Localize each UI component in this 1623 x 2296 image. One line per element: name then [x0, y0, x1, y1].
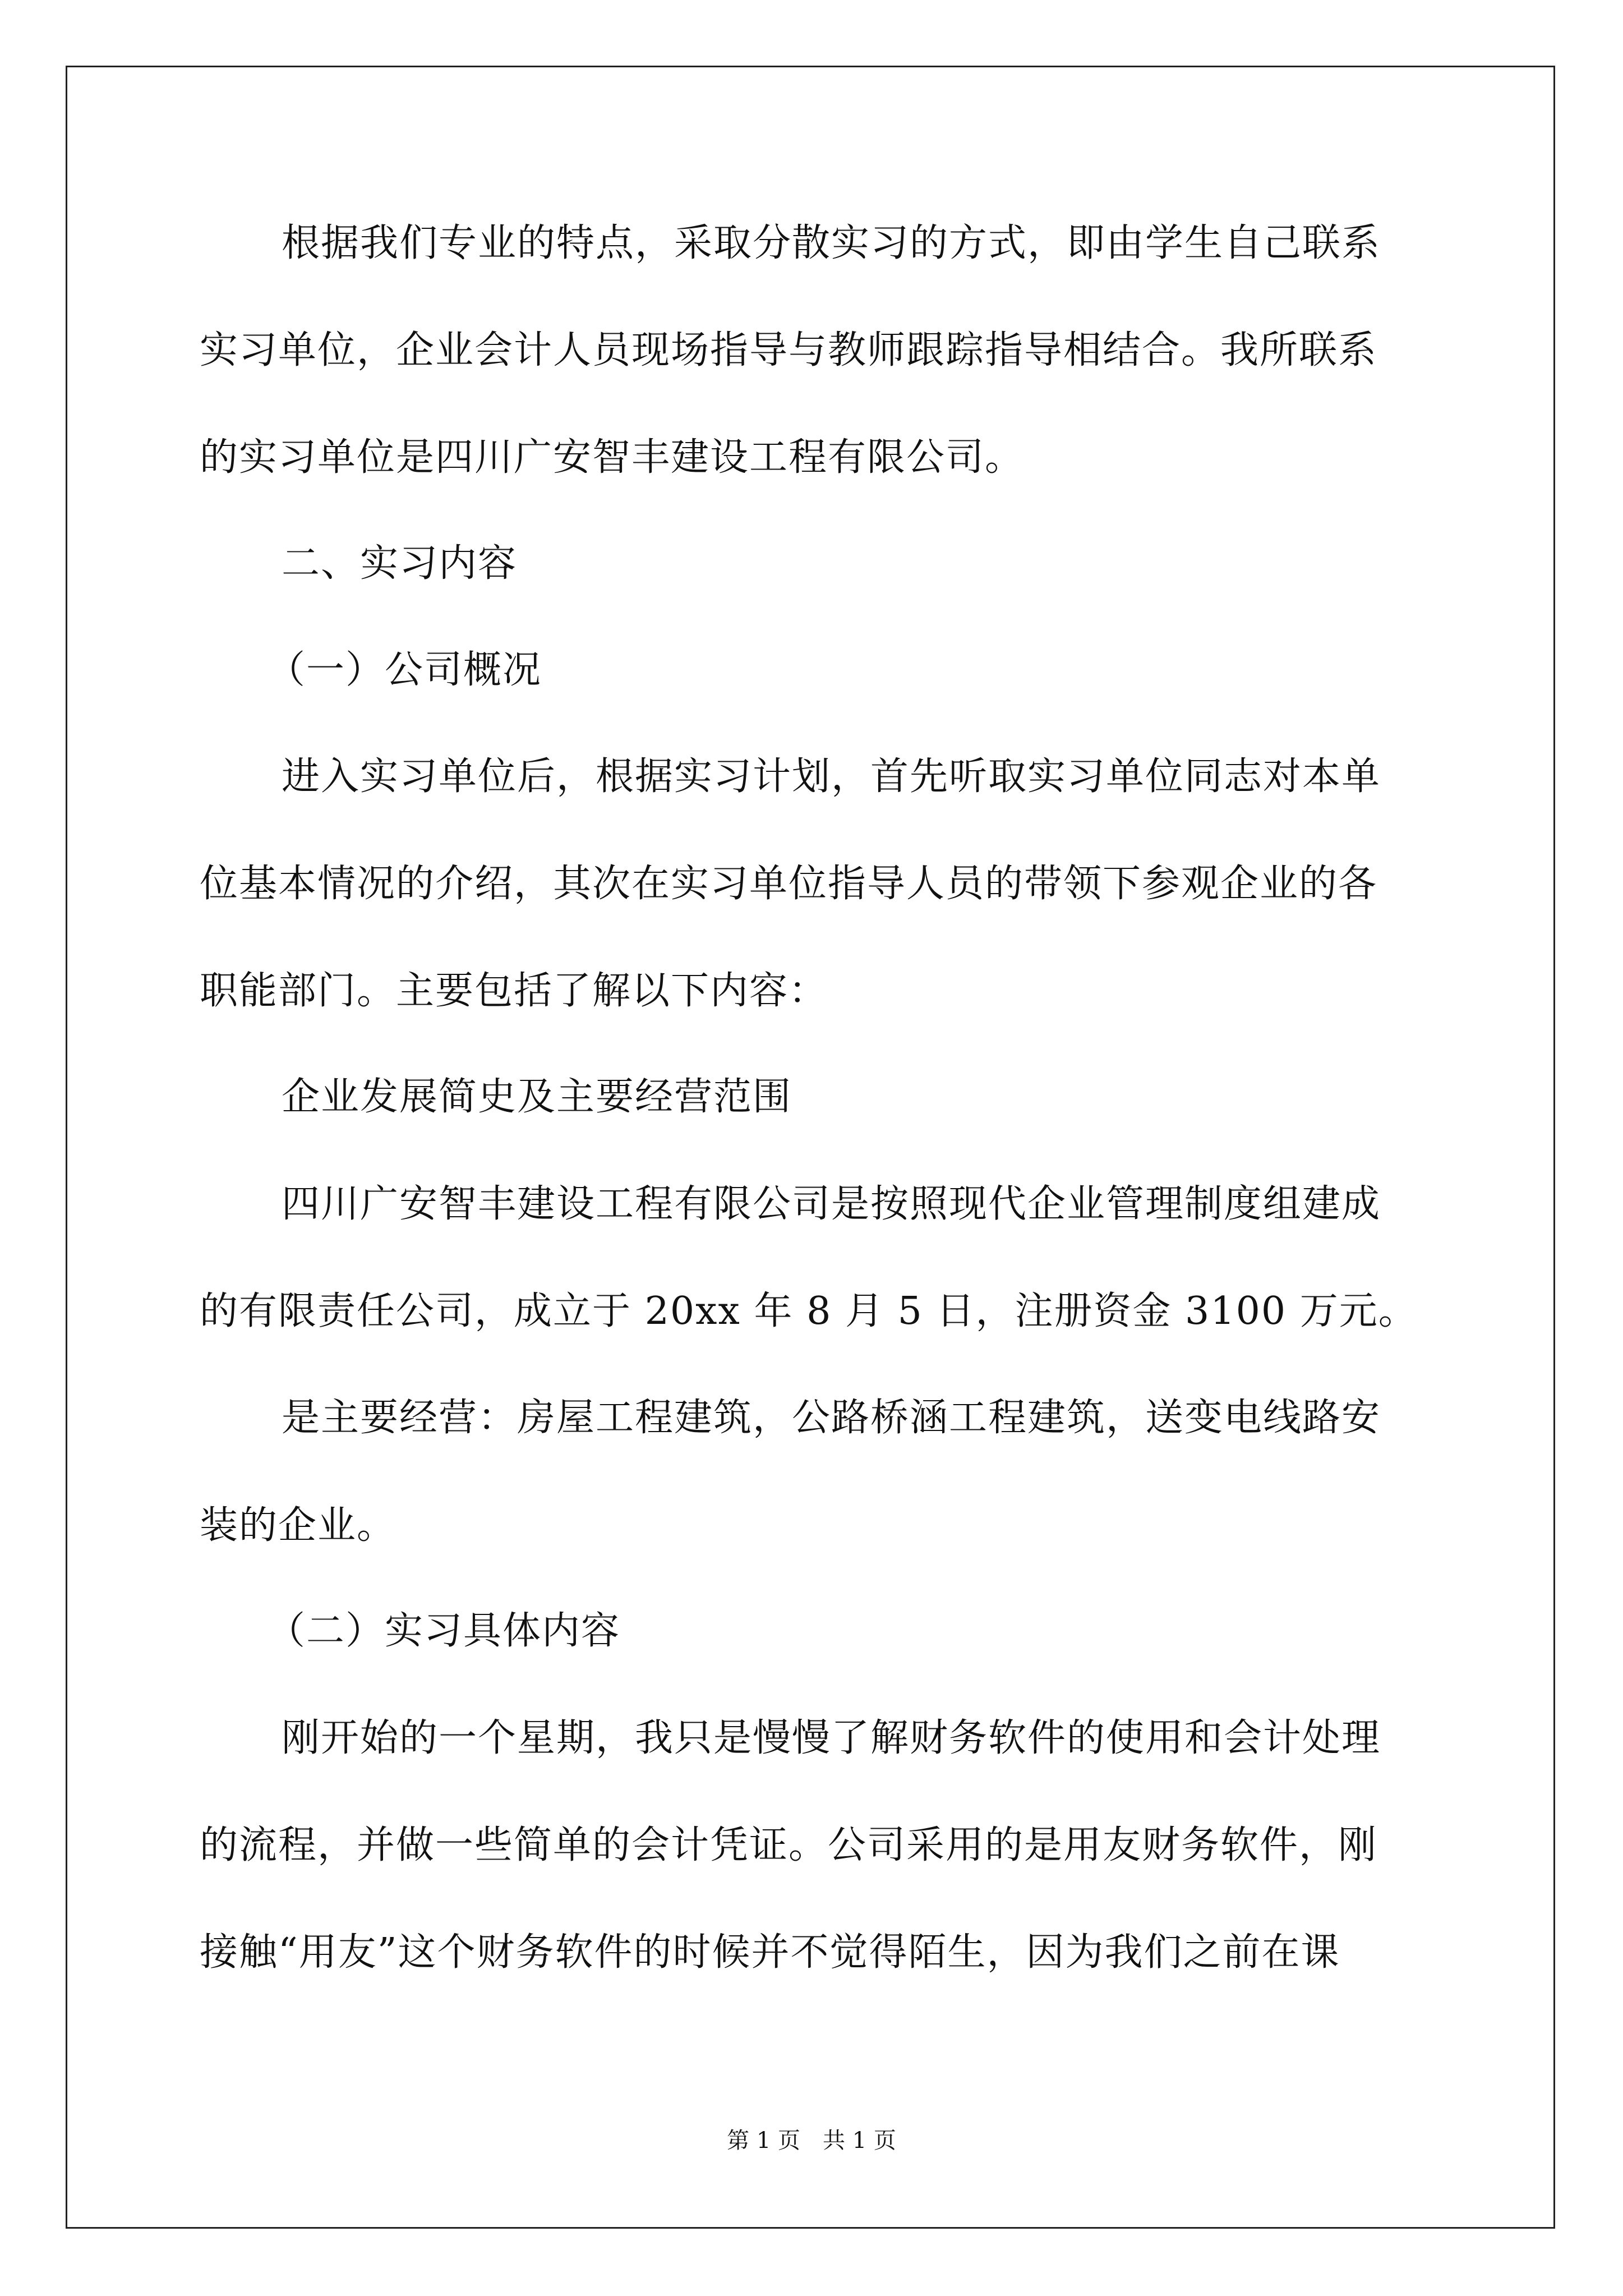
subsection-heading: （一）公司概况: [267, 648, 542, 692]
paragraph-line: 进入实习单位后，根据实习计划，首先听取实习单位同志对本单: [282, 754, 1381, 799]
paragraph-line: 是主要经营：房屋工程建筑，公路桥涵工程建筑，送变电线路安: [282, 1396, 1381, 1440]
page-border: [66, 66, 1555, 2229]
paragraph-line: 装的企业。: [200, 1503, 396, 1548]
paragraph-line: 的流程，并做一些简单的会计凭证。公司采用的是用友财务软件，刚: [200, 1823, 1378, 1867]
page-number-footer: 第 1 页 共 1 页: [727, 2128, 896, 2154]
section-heading: 二、实习内容: [282, 541, 518, 586]
paragraph-line: 四川广安智丰建设工程有限公司是按照现代企业管理制度组建成: [282, 1182, 1381, 1226]
paragraph-line: 的有限责任公司，成立于 20xx 年 8 月 5 日，注册资金 3100 万元。: [200, 1289, 1418, 1333]
paragraph-line: 位基本情况的介绍，其次在实习单位指导人员的带领下参观企业的各: [200, 862, 1378, 906]
subsection-heading: （二）实习具体内容: [267, 1609, 621, 1653]
paragraph-line: 实习单位，企业会计人员现场指导与教师跟踪指导相结合。我所联系: [200, 328, 1378, 372]
paragraph-line: 刚开始的一个星期，我只是慢慢了解财务软件的使用和会计处理: [282, 1716, 1381, 1760]
paragraph-line: 接触“用友”这个财务软件的时候并不觉得陌生，因为我们之前在课: [200, 1930, 1340, 1975]
paragraph-line: 根据我们专业的特点，采取分散实习的方式，即由学生自己联系: [282, 221, 1381, 265]
paragraph-line: 的实习单位是四川广安智丰建设工程有限公司。: [200, 435, 1025, 480]
paragraph-line: 职能部门。主要包括了解以下内容：: [200, 969, 828, 1013]
paragraph-line: 企业发展简史及主要经营范围: [282, 1075, 792, 1119]
